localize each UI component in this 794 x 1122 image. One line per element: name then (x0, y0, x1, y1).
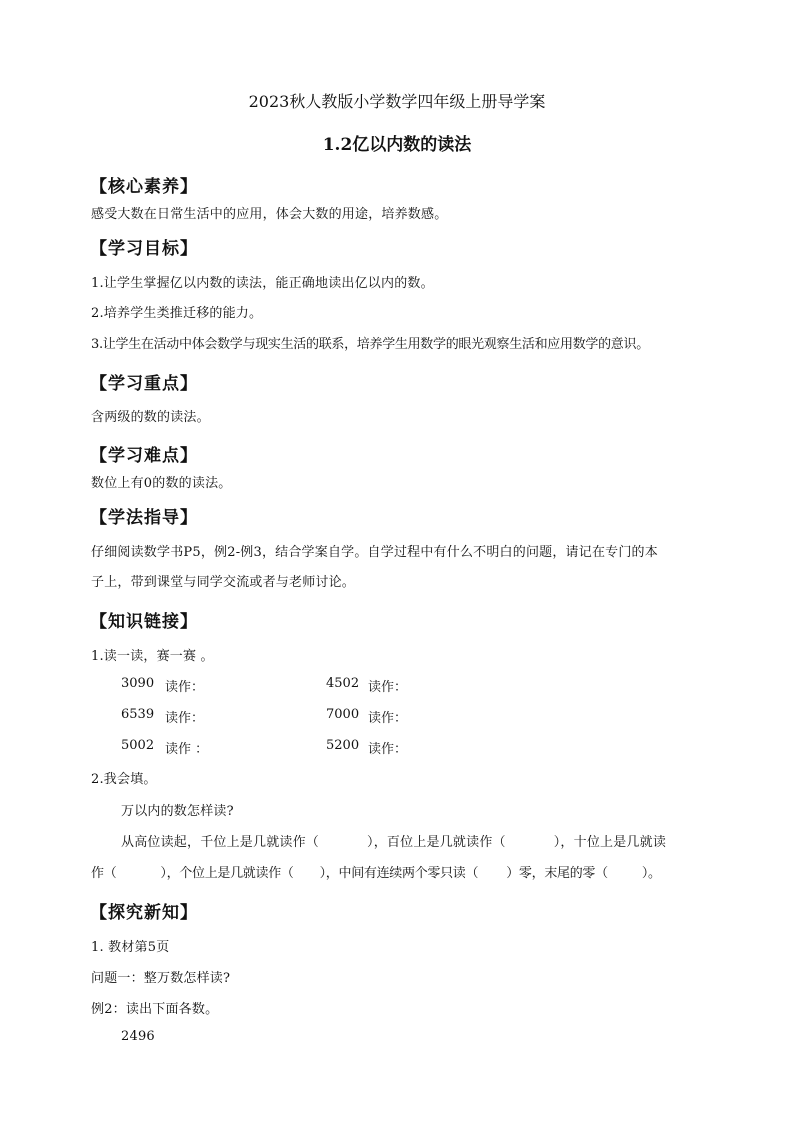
lesson-title: 1.2亿以内数的读法 (322, 135, 472, 155)
goals-heading: 【学习目标】 (90, 239, 198, 259)
fill-line-2 (91, 862, 661, 881)
exercise-number: 3090 (121, 676, 155, 691)
key-heading: 【学习重点】 (90, 374, 198, 394)
fill-text: ），中间有连续两个零只读（ (319, 866, 479, 881)
read-as-label: 读作 ： (165, 742, 209, 757)
method-heading: 【学法指导】 (90, 508, 198, 528)
fill-text: ），百位上是几就读作（ (367, 835, 506, 850)
link-question-2-sub: 万以内的数怎样读? (121, 804, 234, 819)
fill-text: ），十位上是几就读 (553, 835, 667, 850)
explore-example-2: 例2：读出下面各数。 (91, 1002, 219, 1017)
exercise-number: 4502 (326, 676, 360, 691)
fill-line-1 (121, 831, 666, 850)
read-as-label: 读作： (165, 680, 205, 695)
key-text: 含两级的数的读法。 (91, 410, 210, 425)
explore-heading: 【探究新知】 (90, 903, 198, 923)
fill-text: ）。 (641, 866, 661, 881)
difficulty-heading: 【学习难点】 (90, 446, 198, 466)
fill-text: 从高位读起，千位上是几就读作（ (121, 835, 320, 850)
read-as-label: 读作： (368, 742, 408, 757)
link-heading: 【知识链接】 (90, 612, 198, 632)
goal-item-1: 1.让学生掌握亿以内数的读法，能正确地读出亿以内的数。 (91, 276, 434, 291)
difficulty-text: 数位上有0的数的读法。 (91, 476, 232, 491)
exercise-number: 5200 (326, 738, 360, 753)
link-question-2: 2.我会填。 (91, 772, 157, 787)
exercise-number: 5002 (121, 738, 155, 753)
exercise-number: 6539 (121, 707, 155, 722)
goal-item-2: 2.培养学生类推迁移的能力。 (91, 306, 263, 321)
explore-question-1: 问题一：整万数怎样读? (91, 971, 231, 986)
fill-text: 作（ (91, 866, 117, 881)
read-as-label: 读作： (165, 711, 205, 726)
document-title: 2023秋人教版小学数学四年级上册导学案 (248, 92, 546, 111)
link-question-1: 1.读一读，赛一赛 。 (91, 649, 214, 664)
exercise-number: 7000 (326, 707, 360, 722)
core-heading: 【核心素养】 (90, 177, 198, 197)
core-text: 感受大数在日常生活中的应用，体会大数的用途，培养数感。 (91, 207, 448, 222)
method-line-2: 子上，带到课堂与同学交流或者与老师讨论。 (91, 575, 356, 590)
fill-text: ）零，末尾的零（ (506, 866, 608, 881)
read-as-label: 读作： (368, 680, 408, 695)
read-as-label: 读作： (368, 711, 408, 726)
goal-item-3: 3.让学生在活动中体会数学与现实生活的联系，培养学生用数学的眼光观察生活和应用数学的意识。 (91, 337, 649, 352)
method-line-1: 仔细阅读数学书P5，例2-例3，结合学案自学。自学过程中有什么不明白的问题，请记在专门的本 (91, 545, 658, 560)
explore-item-1: 1. 教材第5页 (91, 940, 170, 955)
example-number: 2496 (121, 1029, 155, 1044)
fill-text: ），个位上是几就读作（ (160, 866, 294, 881)
